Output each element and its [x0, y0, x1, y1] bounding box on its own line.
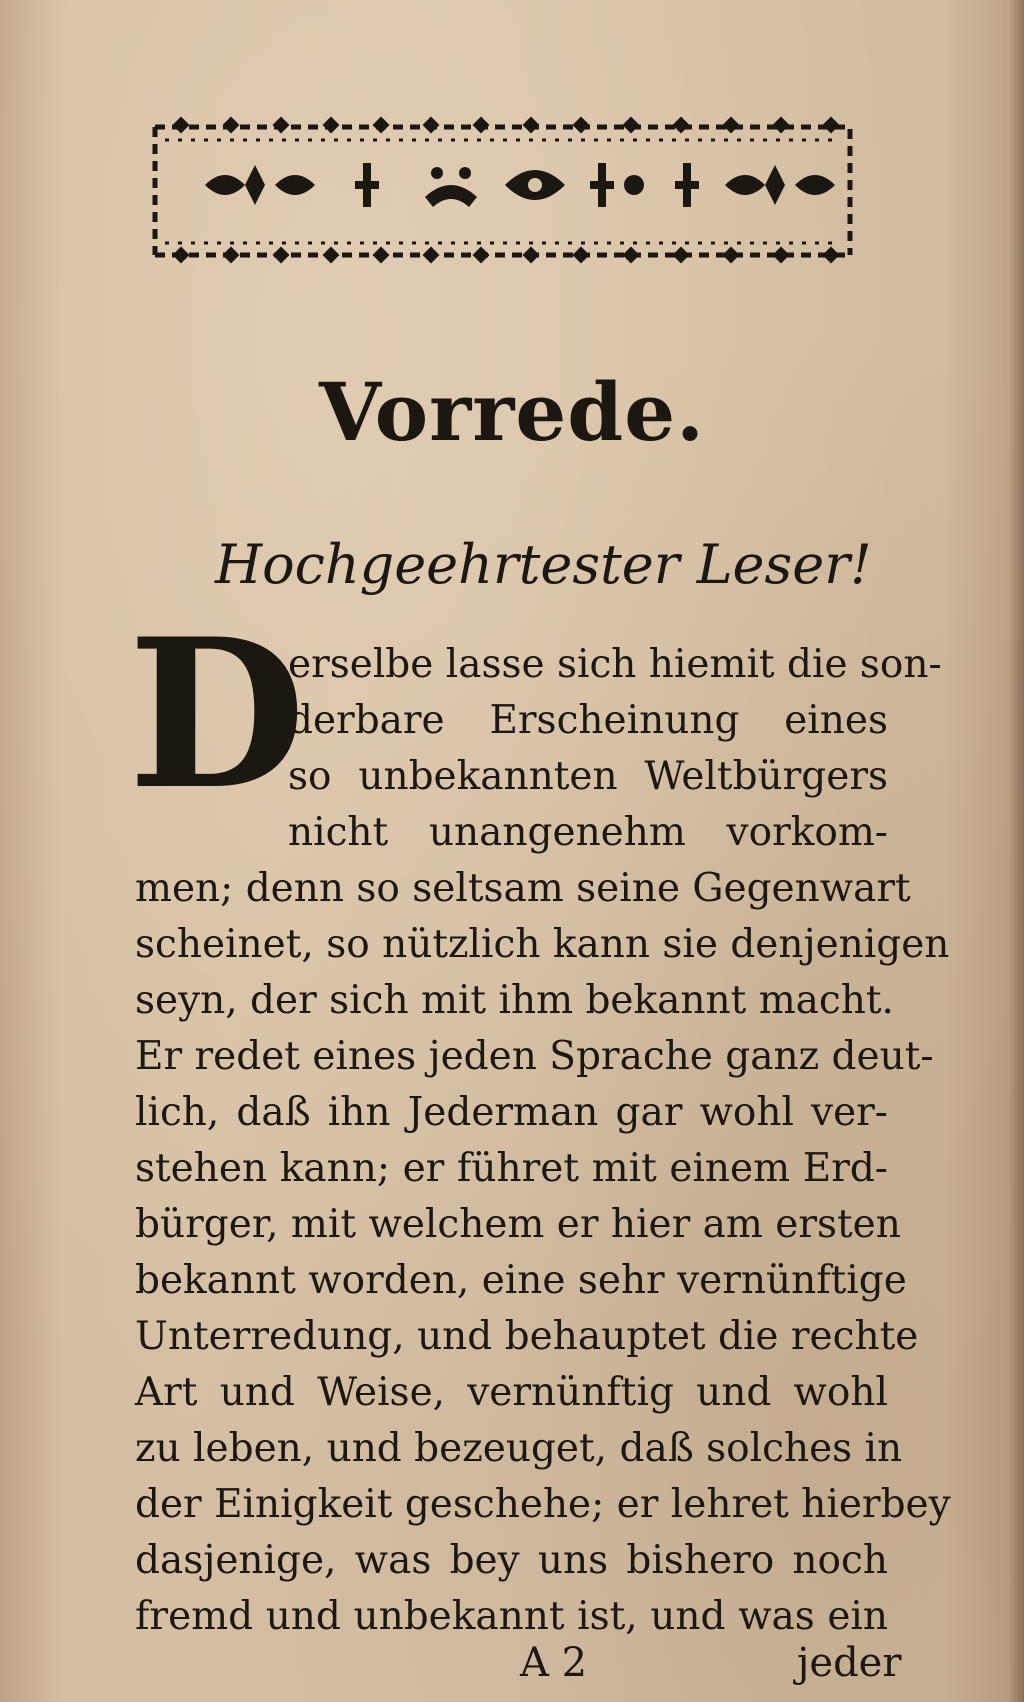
text-line: bürger, mit welchem er hier am ersten — [135, 1202, 901, 1247]
text-line: bekannt worden, eine sehr vernünftige — [135, 1258, 907, 1303]
signature-mark: A 2 — [520, 1640, 588, 1686]
text-line: fremd und unbekannt ist, und was ein — [135, 1594, 888, 1639]
salutation: Hochgeehrtester Leser! — [215, 533, 872, 596]
text-line: Unterredung, und behauptet die rechte — [135, 1314, 919, 1359]
page-edge-shadow — [1008, 0, 1024, 1702]
text-line: dasjenige, was bey uns bishero noch — [135, 1538, 888, 1583]
text-line: der Einigkeit geschehe; er lehret hierbey — [135, 1482, 951, 1527]
text-line: stehen kann; er führet mit einem Erd- — [135, 1146, 888, 1191]
ornamental-headpiece — [135, 105, 870, 290]
catchword: jeder — [797, 1640, 902, 1686]
text-line: erselbe lasse sich hiemit die son- — [288, 642, 942, 687]
page-title: Vorrede. — [319, 365, 705, 459]
text-line: scheinet, so nützlich kann sie denjenigen — [135, 922, 950, 967]
text-line: seyn, der sich mit ihm bekannt macht. — [135, 978, 894, 1023]
text-line: derbare Erscheinung eines — [288, 698, 888, 743]
text-line: nicht unangenehm vorkom- — [288, 810, 888, 855]
text-line: Er redet eines jeden Sprache ganz deut- — [135, 1034, 934, 1079]
text-line: Art und Weise, vernünftig und wohl — [135, 1370, 888, 1415]
text-line: so unbekannten Weltbürgers — [288, 754, 888, 799]
text-line: lich, daß ihn Jederman gar wohl ver- — [135, 1090, 888, 1135]
drop-cap-initial: D — [128, 595, 306, 835]
text-line: men; denn so seltsam seine Gegenwart — [135, 866, 911, 911]
text-line: zu leben, und bezeuget, daß solches in — [135, 1426, 903, 1471]
